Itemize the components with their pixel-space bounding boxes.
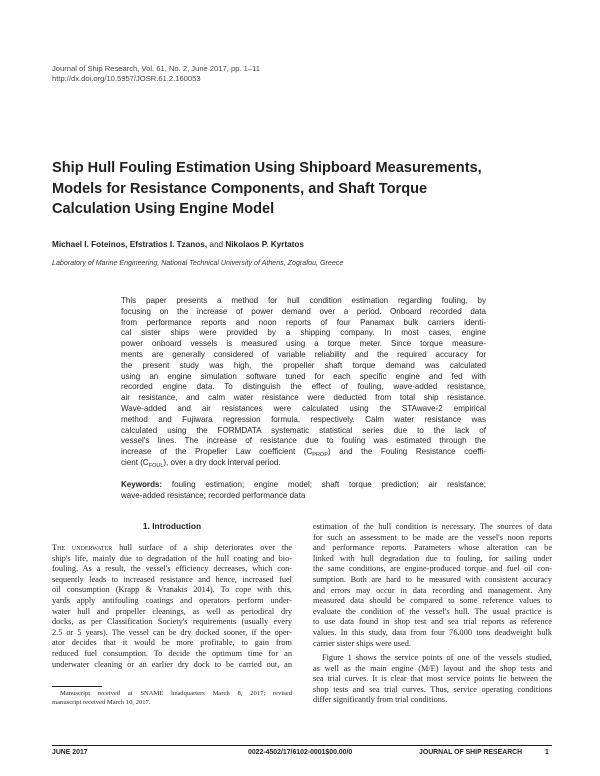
paper-title <box>52 158 552 220</box>
keywords-label: Keywords: <box>121 480 163 489</box>
body-line: ator decides that it would be more profitable, to gain from <box>52 638 292 648</box>
body-line: yards apply antifouling coatings and operators perform under- <box>52 596 292 605</box>
author-list <box>52 240 304 249</box>
abstract-line: method and Fujiwara regression formula, respectively. Calm water resistance was <box>121 414 486 424</box>
body-line: ship's life, mainly due to degradation of the hull coating and bio- <box>52 553 292 563</box>
body-line: as well as the main engine (M/E) layout and the shop tests and <box>313 663 552 673</box>
body-line: docks, as per Classification Society's requirements (usually every <box>52 617 292 627</box>
body-line: underwater cleaning or an earlier dry dock to be carried out, an <box>52 659 292 669</box>
body-line: measured data should be compared to some reference values to <box>313 596 552 606</box>
body-line: reduced fuel consumption. To decide the optimum time for an <box>52 649 292 658</box>
footer-rule <box>52 745 552 746</box>
body-line: fouling. As a result, the vessel's efficiency decreases, which con- <box>52 564 292 574</box>
abstract-line: cal sister ships were provided by a shipping company. In most cases, engine <box>121 328 486 338</box>
body-line: oil consumption (Krapp & Vranakis 2014). To cope with this, <box>52 585 292 595</box>
body-line: The underwater hull surface of a ship deteriorates over the <box>52 543 292 552</box>
abstract-line: cient $(C_{FOUL})$, over a dry dock interval period. <box>121 458 281 469</box>
title-line: Calculation Using Engine Model <box>52 201 275 217</box>
body-line: to use data found in shop test and sea trial reports as reference <box>313 617 552 627</box>
lead-in: The underwater <box>52 543 113 552</box>
title-line: Models for Resistance Components, and Shaft Torque <box>52 180 428 197</box>
footer-issn: 0022-4502/17/6102-0001$00.00/0 <box>248 749 353 756</box>
title-line: Ship Hull Fouling Estimation Using Shipboard Measurements, <box>52 160 482 176</box>
body-line: estimation of the hull condition is necessary. The sources of data <box>313 522 552 531</box>
body-line: sumption. Both are hard to be measured with consistent accuracy <box>313 575 552 584</box>
abstract-line: the present study was high, the propeller shaft torque demand was calculated <box>121 360 486 370</box>
body-line: for such an assessment to be made are the vessel's noon reports <box>313 532 552 542</box>
body-line: values. In this study, data from four 76.000 tons deadweight bulk <box>313 628 552 637</box>
abstract-line: increase of the Propeller Law coefficient $(C_{PROP})$ and the Fouling Resistance coeffi- <box>121 447 486 459</box>
body-line: sea trial curves. It is clear that most service points lie between the <box>313 674 552 684</box>
abstract-line: from performance reports and noon reports of four Panamax bulk carriers identi- <box>121 317 486 327</box>
footnote-line: Manuscript received at SNAME headquarters March 8, 2017; revised <box>60 690 292 697</box>
body-line: linked with hull degradation due to fouling, for sailing under <box>313 553 552 563</box>
abstract-line: Wave-added and air resistances were calculated using the STAwave-2 empirical <box>121 404 486 413</box>
body-line: and errors may occur in data recording and management. Any <box>313 585 552 595</box>
affiliation: Laboratory of Marine Engineering, National Technical University of Athens, Zografou, Greece <box>52 259 344 267</box>
footnote-rule <box>52 686 102 687</box>
doi-link[interactable]: http://dx.doi.org/10.5957/JOSR.61.2.160053 <box>52 74 201 83</box>
footer-journal-name: JOURNAL OF SHIP RESEARCH <box>419 749 523 756</box>
body-line: the same conditions, are engine-produced torque and fuel oil con- <box>313 564 552 574</box>
body-line: and performance reports. Parameters whose alteration can be <box>313 543 552 553</box>
footnote-line: manuscript received March 10, 2017. <box>52 698 151 706</box>
keywords-line: wave-added resistance; recorded performance data <box>121 491 306 500</box>
section-heading: 1. Introduction <box>142 521 202 531</box>
body-line: sequently leads to increased resistance and hence, increased fuel <box>52 574 292 584</box>
body-line: water hull and propeller cleanings, as well as periodical dry <box>52 606 292 616</box>
body-line: shop tests and sea trial curves. Thus, service operating conditions <box>313 684 552 694</box>
body-line: Figure 1 shows the service points of one of the vessels studied, <box>322 653 552 662</box>
footer-date: JUNE 2017 <box>52 749 88 756</box>
abstract-line: air resistance, and calm water resistance were deducted from total ship resistance. <box>121 393 486 403</box>
abstract-line: vessel's lines. The increase of resistance due to fouling was estimated through the <box>121 436 486 446</box>
abstract-line: focusing on the increase of power demand over a period. Onboard recorded data <box>121 306 486 316</box>
subscript-prop: PROP <box>312 452 328 459</box>
author-names: Michael I. Foteinos, Efstratios I. Tzanos, <box>52 240 208 249</box>
body-line: evaluate the condition of the vessel's hull. The usual practice is <box>313 606 552 616</box>
page-number: 1 <box>545 749 549 756</box>
abstract-line: using an engine simulation software tuned for each specific engine and fed with <box>121 371 486 381</box>
abstract-line: ments are generally considered of variable reliability and the required accuracy for <box>121 350 486 359</box>
body-line: carrier sister ships were used. <box>313 638 411 648</box>
abstract-line: recorded engine data. To distinguish the effect of fouling, wave-added resistance, <box>121 382 486 392</box>
keywords: Keywords: fouling estimation; engine model; shaft torque prediction; air resistance; <box>121 480 486 489</box>
body-line: differ significantly from trial conditions. <box>313 695 448 705</box>
abstract-line: power onboard vessels is measured using a torque meter. Since torque measure- <box>121 339 486 349</box>
author-names: Nikolaos P. Kyrtatos <box>225 240 304 249</box>
abstract-line: This paper presents a method for hull condition estimation regarding fouling, by <box>121 296 486 305</box>
author-conjunction: and <box>207 240 226 249</box>
subscript-foul: FOUL <box>148 463 164 469</box>
body-line: 2.5 or 5 years). The vessel can be dry docked sooner, if the oper- <box>52 627 292 637</box>
abstract-line: calculated using the FORMDATA systematic statistical series due to the lack of <box>121 425 486 435</box>
journal-citation: Journal of Ship Research, Vol. 61, No. 2, June 2017, pp. 1–11 <box>52 64 260 73</box>
